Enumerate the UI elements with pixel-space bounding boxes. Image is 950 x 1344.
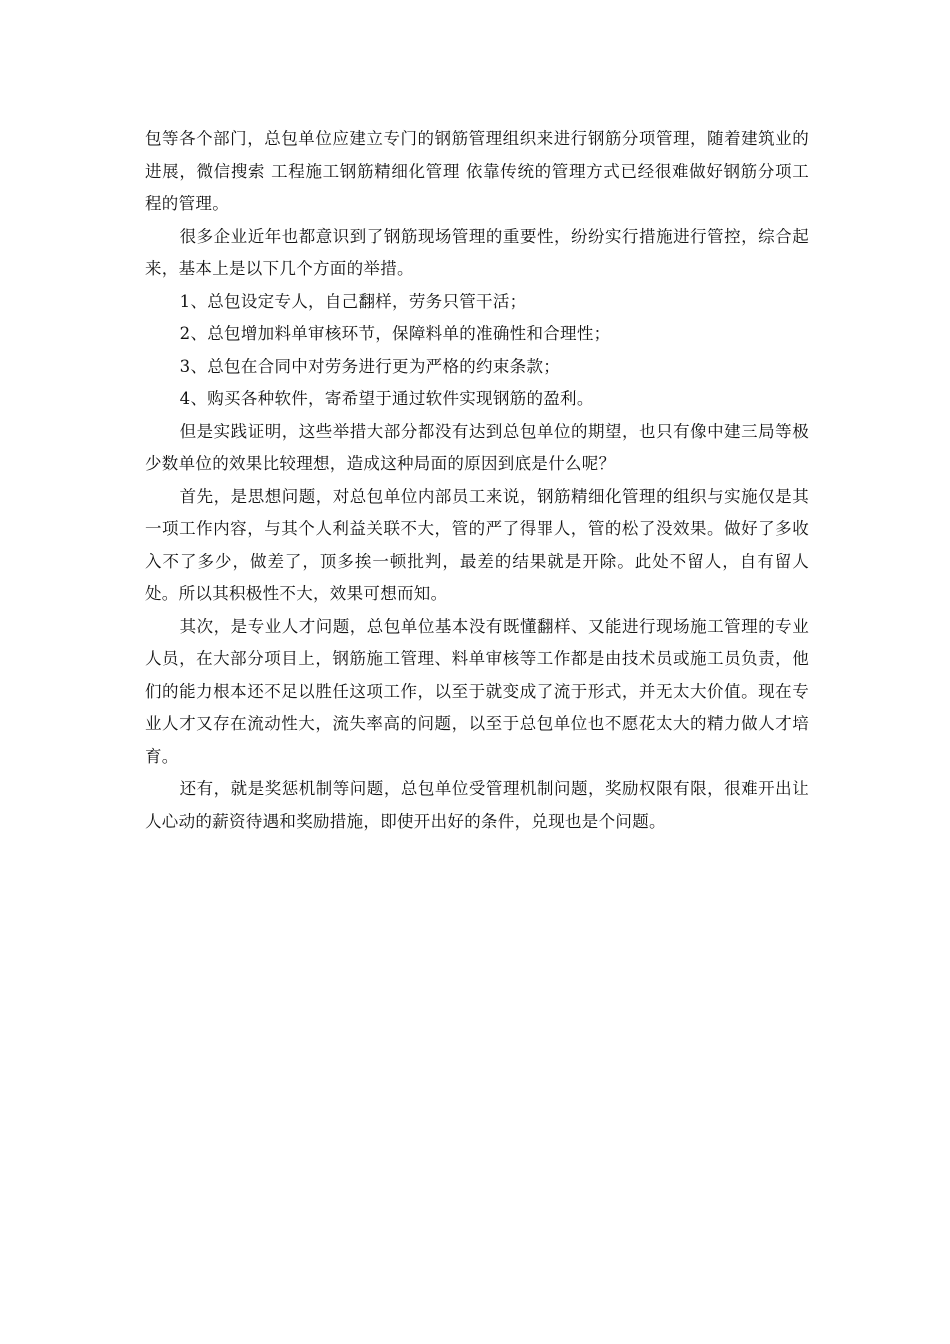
list-item-1: 1、总包设定专人，自己翻样，劳务只管干活； (179, 291, 527, 311)
list-item-2: 2、总包增加料单审核环节，保障料单的准确性和合理性； (179, 324, 611, 343)
paragraph-third-reason: 还有，就是奖惩机制等问题，总包单位受管理机制问题，奖励权限有限，很难开出让人心动的薪资待遇和奖励措施，即使开出好的条件，兑现也是个问题。 (145, 779, 809, 831)
paragraph-first-reason: 首先，是思想问题，对总包单位内部员工来说，钢筋精细化管理的组织与实施仅是其一项工作内容，与其个人利益关联不大，管的严了得罪人，管的松了没效果。做好了多收入不了多少，做差了，顶多挨一顿批判，最差的结果就是开除。此处不留人，自有留人处。所以其积极性不大，效果可想而知。 (145, 486, 809, 603)
paragraph-second-reason: 其次，是专业人才问题，总包单位基本没有既懂翻样、又能进行现场施工管理的专业人员，在大部分项目上，钢筋施工管理、料单审核等工作都是由技术员或施工员负责，他们的能力根本还不足以胜任这项工作，以至于就变成了流于形式，并无太大价值。现在专业人才又存在流动性大，流失率高的问题，以至于总包单位也不愿花太大的精力做人才培育。 (145, 616, 809, 766)
list-item-4: 4、购买各种软件，寄希望于通过软件实现钢筋的盈利。 (179, 389, 594, 408)
paragraph-awareness: 很多企业近年也都意识到了钢筋现场管理的重要性，纷纷实行措施进行管控，综合起来，基本上是以下几个方面的举措。 (145, 226, 809, 278)
paragraph-practice: 但是实践证明，这些举措大部分都没有达到总包单位的期望，也只有像中建三局等极少数单位的效果比较理想，造成这种局面的原因到底是什么呢？ (145, 421, 809, 473)
paragraph-continuation: 包等各个部门，总包单位应建立专门的钢筋管理组织来进行钢筋分项管理，随着建筑业的进展，微信搜索 工程施工钢筋精细化管理 依靠传统的管理方式已经很难做好钢筋分项工程的管理。 (145, 129, 809, 213)
document-body (145, 123, 809, 838)
list-item-3: 3、总包在合同中对劳务进行更为严格的约束条款； (179, 356, 561, 376)
